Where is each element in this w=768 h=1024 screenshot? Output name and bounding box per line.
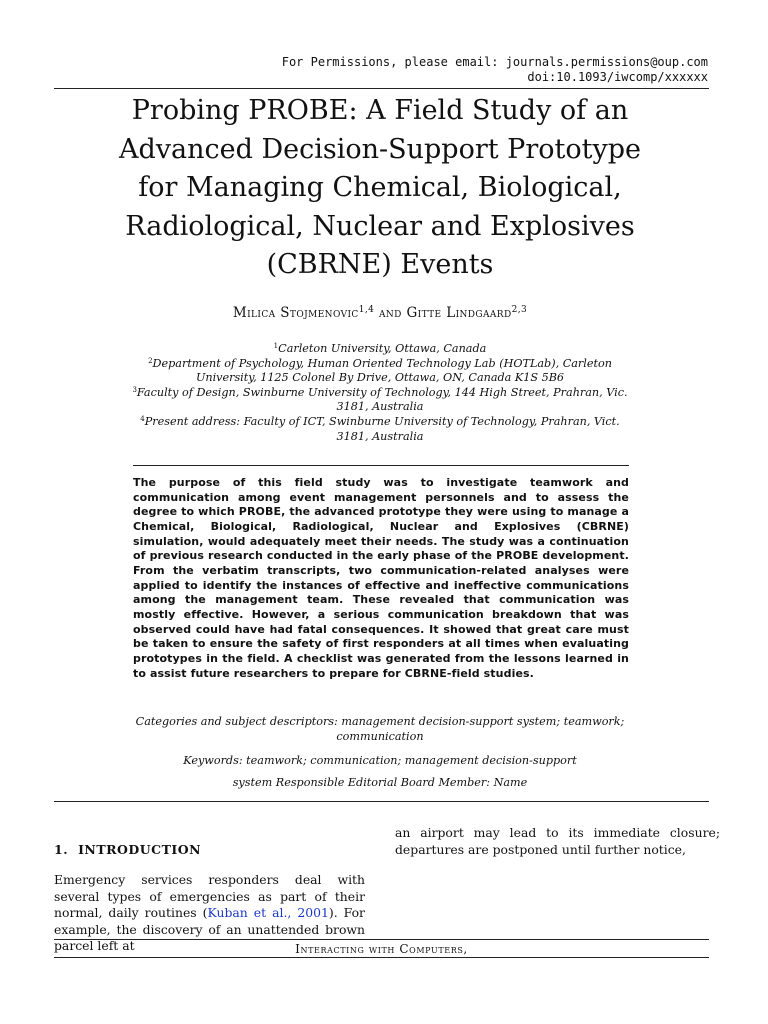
body-text: Emergency services responders deal with several types of emergencies as part of their normal, daily routines ( — [54, 872, 365, 921]
permissions-notice: For Permissions, please email: journals.permissions@oup.com — [281, 55, 708, 69]
citation-year[interactable]: 2001 — [297, 905, 329, 921]
affiliation-marker: 2 — [148, 356, 153, 365]
keywords-line: system Responsible Editorial Board Member: Name — [232, 776, 528, 789]
affiliation-marker: 4 — [140, 414, 145, 423]
categories-descriptors: Categories and subject descriptors: management decision-support system; teamwork; communication — [135, 715, 625, 743]
title-line: for Managing Chemical, Biological, — [138, 172, 622, 204]
abstract-bottom-rule — [54, 801, 709, 802]
affiliations — [130, 342, 630, 444]
citation-authors[interactable]: Kuban et al. — [207, 905, 288, 921]
author-affiliation-marker: 1,4 — [358, 305, 375, 315]
section-number: 1. — [54, 842, 69, 857]
affiliation-text: Department of Psychology, Human Oriented Technology Lab (HOTLab), Carleton University, 1125 Colonel By Drive, Ottawa, ON, Canada K1S 5B6 — [152, 356, 612, 385]
affiliation-marker: 3 — [132, 385, 137, 394]
keywords — [130, 750, 630, 794]
author-name: Milica Stojmenovic — [232, 305, 359, 321]
abstract: The purpose of this field study was to investigate teamwork and communication among event management personnels and to assess the degree to which PROBE, the advanced prototype they were using to manage a Chemical, Biological, Radiological, Nuclear and Explosives (CBRNE) simulation, would adequately meet their needs. The study was a continuation of previous research conducted in the early phase of the PROBE development. From the verbatim transcripts, two communication-related analyses were applied to identify the instances of effective and ineffective communications among the management team. These revealed that communication was mostly effective. However, a serious communication breakdown that was observed could have had fatal consequences. It showed that great care must be taken to ensure the safety of first responders at all times when evaluating prototypes in the field. A checklist was generated from the lessons learned in to assist future researchers to prepare for CBRNE-field studies. — [133, 476, 629, 680]
affiliation-marker: 1 — [273, 342, 279, 350]
body-text: ). For example, the discovery of an unattended brown parcel left at — [54, 905, 365, 954]
citation-link[interactable] — [208, 905, 329, 920]
author-name: Gitte Lindgaard — [406, 305, 512, 321]
footer-bottom-rule — [54, 957, 709, 958]
doi: doi:10.1093/iwcomp/xxxxxx — [527, 70, 708, 84]
paper-title — [100, 92, 660, 285]
affiliation — [130, 342, 630, 357]
author-conjunction: and — [374, 305, 407, 321]
journal-footer: Interacting with Computers, — [295, 942, 468, 956]
header-rule — [54, 88, 709, 89]
affiliation — [130, 357, 630, 386]
affiliation — [130, 386, 630, 415]
author-list — [100, 305, 660, 321]
title-line: (CBRNE) Events — [266, 249, 494, 281]
citation-separator: , — [287, 905, 298, 921]
title-line: Radiological, Nuclear and Explosives — [125, 210, 635, 242]
affiliation-text: Faculty of Design, Swinburne University of Technology, 144 High Street, Prahran, Vic. 3181, Australia — [136, 385, 628, 414]
keywords-line: Keywords: teamwork; communication; management decision-support — [183, 754, 577, 767]
affiliation — [130, 415, 630, 444]
author-affiliation-marker: 2,3 — [511, 305, 528, 315]
section-title: INTRODUCTION — [78, 842, 202, 857]
abstract-top-rule — [133, 465, 629, 466]
section-heading — [54, 842, 201, 857]
body-right-column: an airport may lead to its immediate closure; departures are postponed until further notice, — [395, 825, 720, 857]
affiliation-text: Present address: Faculty of ICT, Swinburne University of Technology, Prahran, Vict. 3181, Australia — [144, 414, 620, 443]
title-line: Advanced Decision-Support Prototype — [119, 133, 641, 165]
affiliation-text: Carleton University, Ottawa, Canada — [278, 342, 487, 355]
title-line: Probing PROBE: A Field Study of an — [131, 95, 629, 126]
